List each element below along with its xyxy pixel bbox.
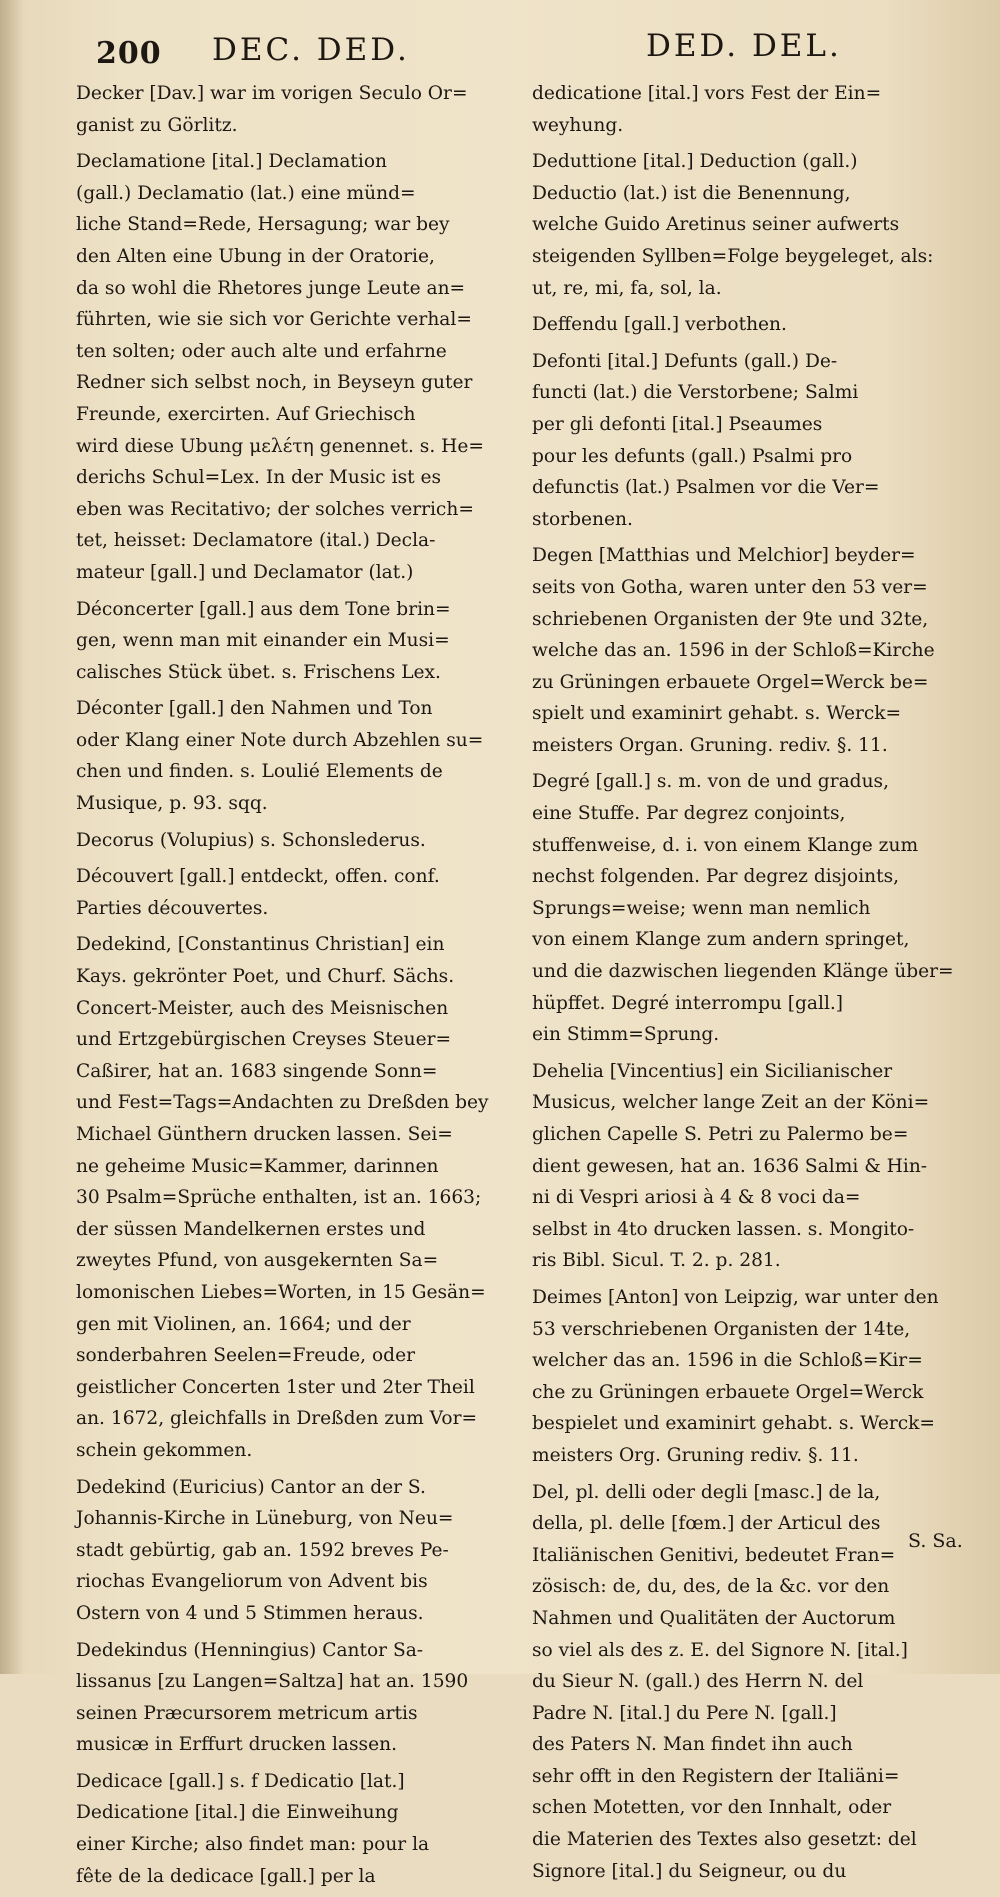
- entry-line: und die dazwischen liegenden Klänge über=: [532, 961, 954, 983]
- entry-line: riochas Evangeliorum von Advent bis: [76, 1571, 428, 1593]
- entry-line: meisters Organ. Gruning. rediv. §. 11.: [532, 734, 888, 756]
- entry-line: die Materien des Textes also gesetzt: del: [532, 1829, 917, 1851]
- entry-line: Johannis-Kirche in Lüneburg, von Neu=: [76, 1508, 454, 1530]
- entry-line: schen Motetten, vor den Innhalt, oder: [532, 1797, 892, 1819]
- running-head-right: DED. DEL.: [646, 28, 842, 64]
- entry-line: seinen Præcursorem metricum artis: [76, 1702, 418, 1724]
- entry-line: Decorus (Volupius) s. Schonslederus.: [76, 829, 426, 851]
- entry-line: schein gekommen.: [76, 1439, 253, 1461]
- entry-line: stuffenweise, d. i. von einem Klange zum: [532, 834, 919, 856]
- entry-line: welche das an. 1596 in der Schloß=Kirche: [532, 640, 935, 662]
- entry-line: zweytes Pfund, von ausgekernten Sa=: [76, 1250, 439, 1272]
- entry-line: 53 verschriebenen Organisten der 14te,: [532, 1318, 911, 1340]
- entry-line: wird diese Ubung μελέτη genennet. s. He=: [76, 435, 484, 457]
- entry-line: da so wohl die Rhetores junge Leute an=: [76, 277, 466, 299]
- entry-line: Musicus, welcher lange Zeit an der Köni=: [532, 1092, 930, 1114]
- entry-line: Dedekindus (Henningius) Cantor Sa-: [76, 1639, 424, 1661]
- entry-line: Nahmen und Qualitäten der Auctorum: [532, 1607, 896, 1629]
- entry-line: tet, heisset: Declamatore (ital.) Decla-: [76, 530, 436, 552]
- entry-line: eben was Recitativo; der solches verrich=: [76, 498, 474, 520]
- entry-line: lomonischen Liebes=Worten, in 15 Gesän=: [76, 1281, 486, 1303]
- entry-line: mateur [gall.] und Declamator (lat.): [76, 561, 414, 583]
- entry-line: Sprungs=weise; wenn man nemlich: [532, 897, 871, 919]
- entry-line: Freunde, exercirten. Auf Griechisch: [76, 403, 416, 425]
- dictionary-entry: [532, 346, 972, 536]
- entry-line: spielt und examinirt gehabt. s. Werck=: [532, 703, 902, 725]
- dictionary-entry: [532, 1282, 972, 1472]
- catchword: S. Sa.: [908, 1530, 963, 1552]
- entry-line: gen mit Violinen, an. 1664; und der: [76, 1313, 411, 1335]
- entry-line: Defonti [ital.] Defunts (gall.) De-: [532, 350, 838, 372]
- entry-line: stadt gebürtig, gab an. 1592 breves Pe-: [76, 1539, 449, 1561]
- dictionary-entry: [532, 1477, 972, 1888]
- entry-line: von einem Klange zum andern springet,: [532, 929, 910, 951]
- entry-line: Déconcerter [gall.] aus dem Tone brin=: [76, 598, 451, 620]
- entry-line: Degré [gall.] s. m. von de und gradus,: [532, 771, 890, 793]
- entry-line: Dehelia [Vincentius] ein Sicilianischer: [532, 1060, 893, 1082]
- entry-line: derichs Schul=Lex. In der Music ist es: [76, 467, 442, 489]
- dictionary-entry: [76, 1766, 516, 1892]
- entry-line: fête de la dedicace [gall.] per la: [76, 1865, 376, 1887]
- entry-line: chen und finden. s. Loulié Elements de: [76, 761, 443, 783]
- dictionary-entry: [76, 825, 516, 857]
- dictionary-entry: [532, 1056, 972, 1277]
- entry-line: dient gewesen, hat an. 1636 Salmi & Hin-: [532, 1155, 928, 1177]
- entry-line: schriebenen Organisten der 9te und 32te,: [532, 608, 929, 630]
- entry-line: führten, wie sie sich vor Gerichte verhal=: [76, 309, 472, 331]
- entry-line: Deduttione [ital.] Deduction (gall.): [532, 151, 858, 173]
- entry-line: ten solten; oder auch alte und erfahrne: [76, 340, 447, 362]
- entry-line: meisters Org. Gruning rediv. §. 11.: [532, 1444, 859, 1466]
- entry-line: an. 1672, gleichfalls in Dreßden zum Vor=: [76, 1408, 478, 1430]
- entry-line: Redner sich selbst noch, in Beyseyn guter: [76, 372, 473, 394]
- dictionary-entry: [76, 929, 516, 1466]
- entry-line: geistlicher Concerten 1ster und 2ter Theil: [76, 1376, 475, 1398]
- dictionary-entry: [76, 594, 516, 689]
- entry-line: hüpffet. Degré interrompu [gall.]: [532, 992, 844, 1014]
- entry-line: du Sieur N. (gall.) des Herrn N. del: [532, 1671, 864, 1693]
- entry-line: nechst folgenden. Par degrez disjoints,: [532, 866, 900, 888]
- entry-line: che zu Grüningen erbauete Orgel=Werck: [532, 1381, 924, 1403]
- dictionary-entry: [76, 146, 516, 588]
- entry-line: Del, pl. delli oder degli [masc.] de la,: [532, 1481, 881, 1503]
- left-column: [76, 78, 516, 1897]
- entry-line: seits von Gotha, waren unter den 53 ver=: [532, 576, 928, 598]
- entry-line: ut, re, mi, fa, sol, la.: [532, 277, 722, 299]
- entry-line: sonderbahren Seelen=Freude, oder: [76, 1345, 415, 1367]
- entry-line: des Paters N. Man findet ihn auch: [532, 1734, 853, 1756]
- entry-line: ein Stimm=Sprung.: [532, 1024, 720, 1046]
- entry-line: Dedekind, [Constantinus Christian] ein: [76, 934, 445, 956]
- entry-line: Déconter [gall.] den Nahmen und Ton: [76, 698, 433, 720]
- right-column: [532, 78, 972, 1892]
- entry-line: welcher das an. 1596 in die Schloß=Kir=: [532, 1350, 923, 1372]
- dictionary-entry: [532, 540, 972, 761]
- entry-line: gen, wenn man mit einander ein Musi=: [76, 630, 450, 652]
- dictionary-entry: [532, 309, 972, 341]
- entry-line: den Alten eine Ubung in der Oratorie,: [76, 245, 435, 267]
- dictionary-entry: [76, 78, 516, 141]
- entry-line: so viel als des z. E. del Signore N. [ital.]: [532, 1639, 908, 1661]
- entry-line: Dedicace [gall.] s. f Dedicatio [lat.]: [76, 1770, 405, 1792]
- entry-line: zu Grüningen erbauete Orgel=Werck be=: [532, 671, 929, 693]
- entry-line: zösisch: de, du, des, de la &c. vor den: [532, 1576, 890, 1598]
- entry-line: (gall.) Declamatio (lat.) eine münd=: [76, 182, 416, 204]
- entry-line: oder Klang einer Note durch Abzehlen su=: [76, 729, 484, 751]
- entry-line: Dedekind (Euricius) Cantor an der S.: [76, 1476, 426, 1498]
- entry-line: ne geheime Music=Kammer, darinnen: [76, 1155, 439, 1177]
- entry-line: Declamatione [ital.] Declamation: [76, 151, 388, 173]
- entry-line: ris Bibl. Sicul. T. 2. p. 281.: [532, 1250, 781, 1272]
- entry-line: Deimes [Anton] von Leipzig, war unter den: [532, 1286, 939, 1308]
- entry-line: Deductio (lat.) ist die Benennung,: [532, 182, 851, 204]
- entry-line: Musique, p. 93. sqq.: [76, 793, 268, 815]
- entry-line: storbenen.: [532, 508, 633, 530]
- entry-line: Deffendu [gall.] verbothen.: [532, 314, 787, 336]
- entry-line: weyhung.: [532, 114, 624, 136]
- entry-line: der süssen Mandelkernen erstes und: [76, 1218, 426, 1240]
- entry-line: Caßirer, hat an. 1683 singende Sonn=: [76, 1060, 438, 1082]
- dictionary-entry: [532, 766, 972, 1050]
- entry-line: calisches Stück übet. s. Frischens Lex.: [76, 661, 441, 683]
- entry-line: Degen [Matthias und Melchior] beyder=: [532, 545, 916, 567]
- entry-line: ganist zu Görlitz.: [76, 114, 238, 136]
- entry-line: steigenden Syllben=Folge beygeleget, als:: [532, 245, 934, 267]
- entry-line: Michael Günthern drucken lassen. Sei=: [76, 1124, 453, 1145]
- entry-line: und Ertzgebürgischen Creyses Steuer=: [76, 1029, 452, 1051]
- entry-line: Dedicatione [ital.] die Einweihung: [76, 1802, 399, 1824]
- entry-line: defunctis (lat.) Psalmen vor die Ver=: [532, 477, 880, 499]
- entry-line: welche Guido Aretinus seiner aufwerts: [532, 214, 900, 236]
- page-number: 200: [96, 36, 162, 71]
- dictionary-entry: [532, 146, 972, 304]
- page-gutter-shadow: [0, 0, 24, 1674]
- entry-line: Kays. gekrönter Poet, und Churf. Sächs.: [76, 966, 455, 988]
- dictionary-entry: [532, 78, 972, 141]
- entry-line: per gli defonti [ital.] Pseaumes: [532, 413, 823, 435]
- entry-line: sehr offt in den Registern der Italiäni=: [532, 1765, 900, 1787]
- entry-line: Italiänischen Genitivi, bedeutet Fran=: [532, 1544, 896, 1566]
- entry-line: pour les defunts (gall.) Psalmi pro: [532, 445, 853, 467]
- dictionary-entry: [76, 1635, 516, 1761]
- entry-line: Ostern von 4 und 5 Stimmen heraus.: [76, 1602, 424, 1624]
- entry-line: 30 Psalm=Sprüche enthalten, ist an. 1663;: [76, 1187, 482, 1209]
- entry-line: bespielet und examinirt gehabt. s. Werck=: [532, 1413, 936, 1435]
- entry-line: della, pl. delle [fœm.] der Articul des: [532, 1513, 881, 1535]
- entry-line: eine Stuffe. Par degrez conjoints,: [532, 803, 846, 825]
- entry-line: ni di Vespri ariosi à 4 & 8 voci da=: [532, 1187, 861, 1209]
- entry-line: selbst in 4to drucken lassen. s. Mongito-: [532, 1218, 915, 1240]
- dictionary-entry: [76, 693, 516, 819]
- entry-line: musicæ in Erffurt drucken lassen.: [76, 1734, 397, 1756]
- entry-line: lissanus [zu Langen=Saltza] hat an. 1590: [76, 1671, 469, 1693]
- entry-line: einer Kirche; also findet man: pour la: [76, 1834, 430, 1856]
- entry-line: und Fest=Tags=Andachten zu Dreßden bey: [76, 1092, 489, 1114]
- entry-line: liche Stand=Rede, Hersagung; war bey: [76, 214, 450, 236]
- entry-line: Padre N. [ital.] du Pere N. [gall.]: [532, 1702, 837, 1724]
- entry-line: dedicatione [ital.] vors Fest der Ein=: [532, 83, 882, 104]
- entry-line: Découvert [gall.] entdeckt, offen. conf.: [76, 866, 440, 888]
- entry-line: glichen Capelle S. Petri zu Palermo be=: [532, 1124, 909, 1145]
- running-head-left: DEC. DED.: [212, 32, 410, 68]
- entry-line: Parties découvertes.: [76, 897, 269, 919]
- dictionary-entry: [76, 1472, 516, 1630]
- dictionary-entry: [76, 861, 516, 924]
- entry-line: Decker [Dav.] war im vorigen Seculo Or=: [76, 83, 468, 104]
- entry-line: Concert-Meister, auch des Meisnischen: [76, 997, 449, 1019]
- entry-line: Signore [ital.] du Seigneur, ou du: [532, 1860, 847, 1882]
- entry-line: functi (lat.) die Verstorbene; Salmi: [532, 382, 859, 404]
